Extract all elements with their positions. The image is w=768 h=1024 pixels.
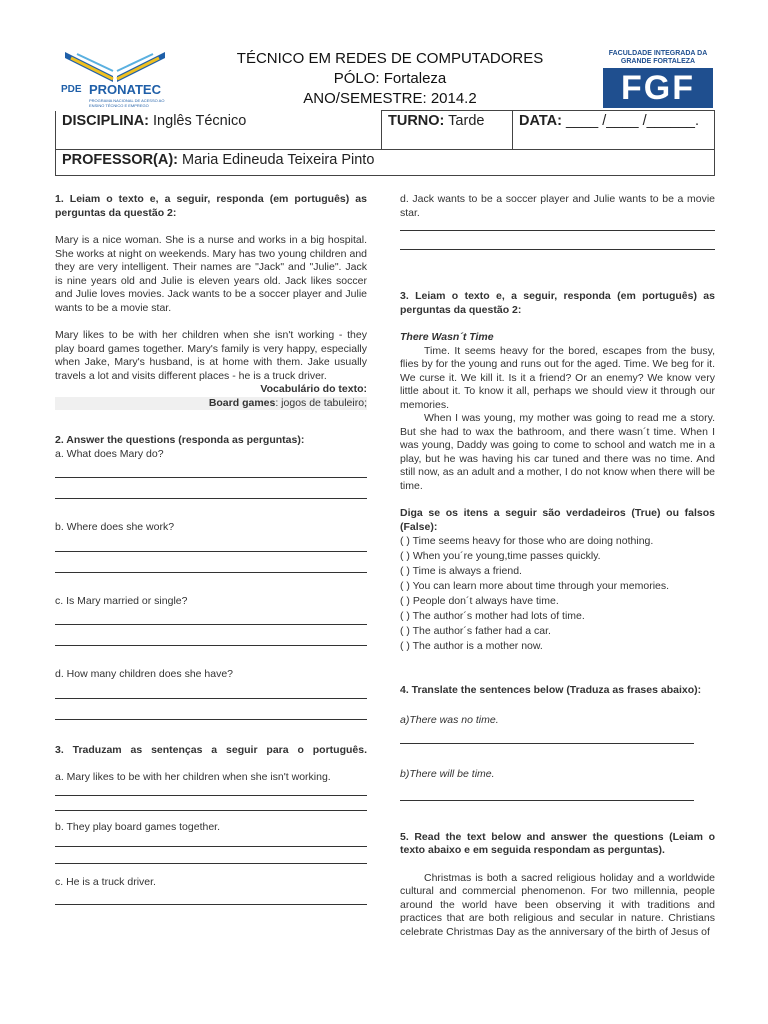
answer-line[interactable] (55, 904, 367, 905)
vocab-title: Vocabulário do texto: (260, 383, 367, 395)
answer-line[interactable] (400, 249, 715, 250)
fgf-logo (603, 50, 713, 110)
q1-paragraph-1: Mary is a nice woman. She is a nurse and works in a big hospital. She works at night on weekends. Mary has two young children and they are very intelligent. Their names are "Jack" and "Julie". Jack is nine years old and Julie is eleven years old. Jack likes soccer and Julie loves movies. Jack wants to be a soccer player and Julie wants to be a movie star. (55, 234, 367, 314)
answer-line[interactable] (400, 743, 694, 744)
answer-line[interactable] (55, 572, 367, 573)
answer-line[interactable] (55, 698, 367, 699)
tf-item[interactable]: ( ) The author´s father had a car. (400, 625, 551, 637)
polo-label: PÓLO: (333, 70, 380, 87)
answer-line[interactable] (55, 498, 367, 499)
professor-label: PROFESSOR(A): (62, 152, 178, 168)
fgf-mark: FGF (603, 68, 713, 108)
tf-item[interactable]: ( ) When you´re young,time passes quickly. (400, 550, 601, 562)
vocab-definition: : jogos de tabuleiro; (275, 396, 367, 409)
pronatec-text: PRONATEC (89, 82, 161, 97)
answer-line[interactable] (400, 230, 715, 231)
fgf-logo-top: FACULDADE INTEGRADA DA GRANDE FORTALEZA (608, 50, 708, 65)
answer-line[interactable] (55, 719, 367, 720)
semester-line (160, 90, 620, 108)
semester-label: ANO/SEMESTRE: (303, 90, 427, 107)
disciplina-value: Inglês Técnico (153, 112, 247, 129)
pronatec-subtitle: PROGRAMA NACIONAL DE ACESSO AO ENSINO TÉCNICO E EMPREGO (89, 98, 165, 108)
semester-value: 2014.2 (430, 90, 477, 107)
q2-c: c. Is Mary married or single? (55, 594, 188, 607)
pronatec-logo (55, 46, 175, 108)
q2-title: 2. Answer the questions (responda as perguntas): (55, 434, 305, 446)
info-table (55, 110, 715, 176)
answer-line[interactable] (400, 800, 694, 801)
q4-b: b)There will be time. (400, 768, 495, 780)
tf-item[interactable]: ( ) Time is always a friend. (400, 565, 522, 577)
answer-line[interactable] (55, 624, 367, 625)
q1-paragraph-2: Mary likes to be with her children when she isn't working - they play board games together. Mary's family is very happy, especially when Jake, Mary's husband, is at home with them. Jake usually travels a lot and visits different places - he is a truck driver. (55, 329, 367, 382)
q3-c: c. He is a truck driver. (55, 876, 156, 888)
polo-value: Fortaleza (383, 70, 447, 87)
q3-title: 3. Traduzam as sentenças a seguir para o português. (55, 743, 367, 756)
left-column (55, 193, 367, 905)
data-cell (513, 111, 715, 150)
answer-line[interactable] (55, 795, 367, 796)
tf-item[interactable]: ( ) The author´s mother had lots of time. (400, 610, 585, 622)
book-wings-icon (55, 46, 175, 86)
q2-d-continued: d. Jack wants to be a soccer player and Julie wants to be a movie star. (400, 193, 715, 219)
polo-line (160, 70, 620, 88)
q3-b: b. They play board games together. (55, 820, 220, 833)
tf-item[interactable]: ( ) You can learn more about time through your memories. (400, 580, 670, 592)
q2-a: a. What does Mary do? (55, 447, 164, 460)
q4-a: a)There was no time. (400, 713, 499, 726)
turno-label: TURNO: (388, 113, 445, 129)
professor-value: Maria Edineuda Teixeira Pinto (182, 152, 375, 168)
tf-item[interactable]: ( ) Time seems heavy for those who are doing nothing. (400, 535, 654, 547)
answer-line[interactable] (55, 863, 367, 864)
turno-value: Tarde (448, 113, 485, 129)
q5-title: 5. Read the text below and answer the questions (Leiam o texto abaixo e em seguida respondam as perguntas). (400, 830, 715, 856)
disciplina-label: DISCIPLINA: (62, 112, 149, 129)
disciplina-cell (56, 111, 382, 150)
vocab-entry (55, 397, 367, 411)
professor-cell (56, 150, 715, 176)
q1-title: 1. Leiam o texto e, a seguir, responda (em português) as perguntas da questão 2: (55, 193, 367, 219)
pde-text: PDE (61, 84, 82, 95)
tf-item[interactable]: ( ) People don´t always have time. (400, 595, 559, 607)
story-paragraph-2: When I was young, my mother was going to read me a story. But she had to wax the bathroom, and there wasn´t time. When I was young, Daddy was going to come to school and watch me in a play, but he was having his car tuned and there was no time. And still now, as an adult and a mother, I do not know when there will be time. (400, 412, 715, 492)
tf-item[interactable]: ( ) The author is a mother now. (400, 640, 543, 652)
right-column (400, 193, 715, 939)
tf-title: Diga se os itens a seguir são verdadeiros (True) ou falsos (False): (400, 507, 715, 533)
data-label: DATA: (519, 113, 562, 129)
answer-line[interactable] (55, 477, 367, 478)
answer-line[interactable] (55, 810, 367, 811)
answer-line[interactable] (55, 846, 367, 847)
data-value[interactable]: ____ /____ /______. (565, 113, 700, 129)
q4-title: 4. Translate the sentences below (Traduza as frases abaixo): (400, 684, 702, 696)
answer-line[interactable] (55, 551, 367, 552)
answer-line[interactable] (55, 645, 367, 646)
q2-d: d. How many children does she have? (55, 668, 234, 680)
story-title: There Wasn´t Time (400, 331, 494, 343)
course-title: TÉCNICO EM REDES DE COMPUTADORES (236, 50, 544, 67)
q2-b: b. Where does she work? (55, 521, 175, 533)
q3-a: a. Mary likes to be with her children when she isn't working. (55, 771, 331, 783)
vocab-term: Board games (208, 396, 276, 409)
turno-cell (382, 111, 513, 150)
tf-list (400, 534, 715, 654)
story-paragraph-1: Time. It seems heavy for the bored, escapes from the busy, flies by for the young and runs out for the aged. Time. We beg for it. We curse it. We kill it. Is it a friend? Or an enemy? We know very little about it. To know it all, perhaps we should view it through our memories. (400, 344, 715, 411)
q3b-title: 3. Leiam o texto e, a seguir, responda (em português) as perguntas da questão 2: (400, 290, 715, 316)
q5-paragraph: Christmas is both a sacred religious holiday and a worldwide cultural and commercial phenomenon. For two millennia, people around the world have been observing it with traditions and practices that are both religious and secular in nature. Christians celebrate Christmas Day as the anniversary of the birth of Jesus of (400, 871, 715, 938)
